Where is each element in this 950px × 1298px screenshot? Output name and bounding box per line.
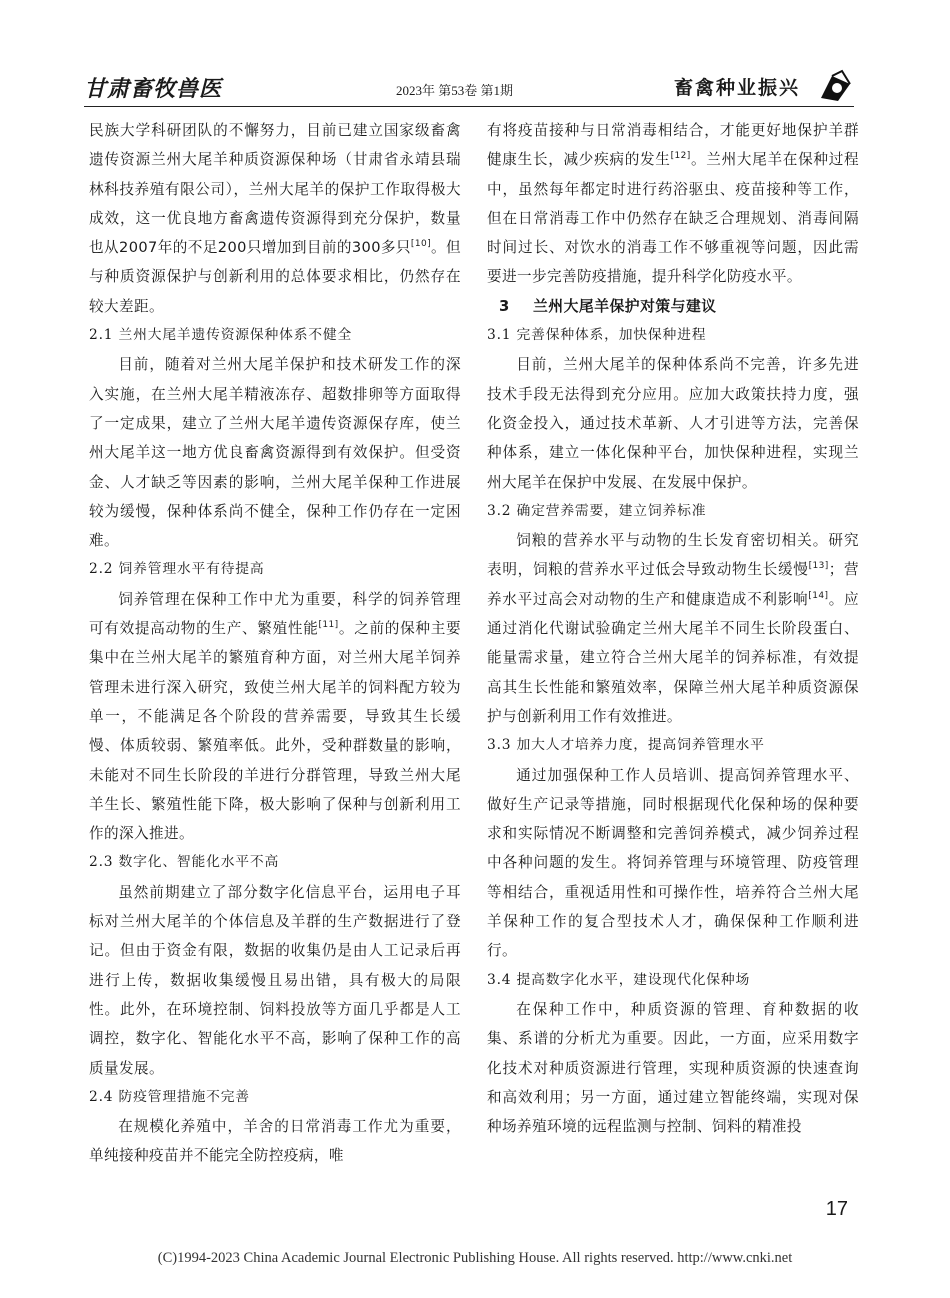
- section-heading-2-1: 2.1 兰州大尾羊遗传资源保种体系不健全: [89, 327, 353, 344]
- citation: [12]: [670, 151, 691, 162]
- column-name: 畜禽种业振兴: [673, 77, 800, 99]
- section-heading-2-3: 2.3 数字化、智能化水平不高: [89, 854, 280, 871]
- page-number: 17: [825, 1198, 848, 1220]
- paragraph: 目前，随着对兰州大尾羊保护和技术研发工作的深入实施，在兰州大尾羊精液冻存、超数排卵等方面取得了一定成果，建立了兰州大尾羊遗传资源保存库，使兰州大尾羊这一地方优良畜禽资源得到有效保护。但受资金、人才缺乏等因素的影响，兰州大尾羊保种工作进展较为缓慢，保种体系尚不健全，保种工作仍存在一定困难。: [89, 356, 461, 550]
- citation: [14]: [808, 590, 829, 601]
- section-heading-3-3: 3.3 加大人才培养力度，提高饲养管理水平: [487, 737, 765, 754]
- paragraph: 目前，兰州大尾羊的保种体系尚不完善，许多先进技术手段无法得到充分应用。应加大政策扶持力度，强化资金投入，通过技术革新、人才引进等方法，完善保种体系，建立一体化保种平台，加快保种进程，实现兰州大尾羊在保护中发展、在发展中保护。: [487, 356, 859, 491]
- paragraph: 民族大学科研团队的不懈努力，目前已建立国家级畜禽遗传资源兰州大尾羊种质资源保种场（甘肃省永靖县瑞林科技养殖有限公司），兰州大尾羊的保护工作取得极大成效，这一优良地方畜禽遗传资源得到充分保护，数量也从2007年的不足200只增加到目前的300多只[10]。但与种质资源保护与创新利用的总体要求相比，仍然存在较大差距。: [89, 122, 461, 315]
- section-heading-3: 3 兰州大尾羊保护对策与建议: [499, 297, 717, 315]
- page-header: [84, 68, 854, 106]
- section-heading-3-1: 3.1 完善保种体系，加快保种进程: [487, 327, 707, 344]
- paragraph: 饲粮的营养水平与动物的生长发育密切相关。研究表明，饲粮的营养水平过低会导致动物生长缓慢[13]；营养水平过高会对动物的生产和健康造成不利影响[14]。应通过消化代谢试验确定兰州大尾羊不同生长阶段蛋白、能量需求量，建立符合兰州大尾羊的饲养标准，有效提高其生长性能和繁殖效率，保障兰州大尾羊种质资源保护与创新利用工作有效推进。: [487, 532, 859, 725]
- paragraph: 在保种工作中，种质资源的管理、育种数据的收集、系谱的分析尤为重要。因此，一方面，应采用数字化技术对种质资源进行管理，实现种质资源的快速查询和高效利用；另一方面，通过建立智能终端，实现对保种场养殖环境的远程监测与控制、饲料的精准投: [487, 1000, 859, 1136]
- paragraph: 有将疫苗接种与日常消毒相结合，才能更好地保护羊群健康生长，减少疾病的发生[12]。兰州大尾羊在保种过程中，虽然每年都定时进行药浴驱虫、疫苗接种等工作，但在日常消毒工作中仍然存在缺乏合理规划、消毒间隔时间过长、对饮水的消毒工作不够重视等问题，因此需要进一步完善防疫措施，提升科学化防疫水平。: [487, 122, 859, 286]
- citation: [11]: [318, 620, 339, 631]
- paragraph: 虽然前期建立了部分数字化信息平台，运用电子耳标对兰州大尾羊的个体信息及羊群的生产数据进行了登记。但由于资金有限，数据的收集仍是由人工记录后再进行上传，数据收集缓慢且易出错，具有极大的局限性。此外，在环境控制、饲料投放等方面几乎都是人工调控，数字化、智能化水平不高，影响了保种工作的高质量发展。: [89, 883, 461, 1077]
- issue-info: 2023年 第53卷 第1期: [396, 83, 514, 98]
- section-heading-3-2: 3.2 确定营养需要，建立饲养标准: [487, 502, 707, 519]
- section-heading-2-4: 2.4 防疫管理措施不完善: [89, 1088, 250, 1105]
- citation: [13]: [808, 561, 829, 572]
- paragraph: 在规模化养殖中，羊舍的日常消毒工作尤为重要，单纯接种疫苗并不能完全防控疫病，唯: [89, 1118, 461, 1165]
- paragraph: 通过加强保种工作人员培训、提高饲养管理水平、做好生产记录等措施，同时根据现代化保种场的保种要求和实际情况不断调整和完善饲养模式，减少饲养过程中各种问题的发生。将饲养管理与环境管理、防疫管理等相结合，重视适用性和可操作性，培养符合兰州大尾羊保种工作的复合型技术人才，确保保种工作顺利进行。: [487, 766, 859, 960]
- section-heading-2-2: 2.2 饲养管理水平有待提高: [89, 561, 265, 578]
- citation: [10]: [410, 239, 431, 250]
- section-heading-3-4: 3.4 提高数字化水平，建设现代化保种场: [487, 971, 751, 988]
- journal-logo-icon: [818, 68, 854, 104]
- copyright-footer: (C)1994-2023 China Academic Journal Electronic Publishing House. All rights reserved. http://www.cnki.net: [157, 1250, 793, 1266]
- header-rule: [84, 106, 854, 107]
- paragraph: 饲养管理在保种工作中尤为重要，科学的饲养管理可有效提高动物的生产、繁殖性能[11]。之前的保种主要集中在兰州大尾羊的繁殖育种方面，对兰州大尾羊饲养管理未进行深入研究，致使兰州大尾羊的饲料配方较为单一，不能满足各个阶段的营养需要，导致其生长缓慢、体质较弱、繁殖率低。此外，受种群数量的影响，未能对不同生长阶段的羊进行分群管理，导致兰州大尾羊生长、繁殖性能下降，极大影响了保种与创新利用工作的深入推进。: [89, 590, 461, 843]
- left-column: [89, 116, 461, 1171]
- journal-name: 甘肃畜牧兽医: [84, 76, 223, 102]
- right-column: [487, 116, 859, 1141]
